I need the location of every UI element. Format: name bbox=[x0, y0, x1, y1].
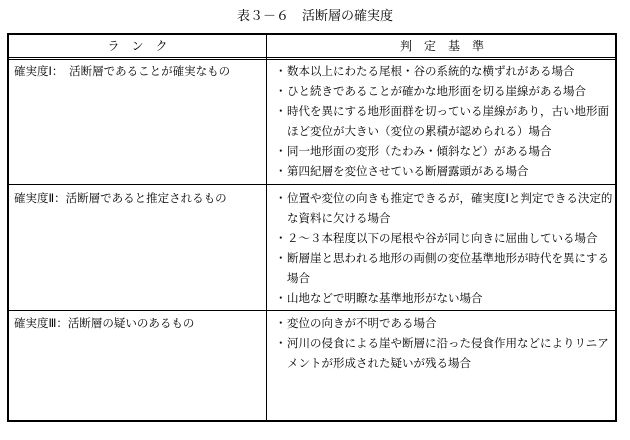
bullet: ・ bbox=[275, 291, 287, 305]
criteria-text: 第四紀層を変位させている断層露頭がある場合 bbox=[287, 164, 529, 178]
header-rank: ラ ン ク bbox=[107, 39, 168, 53]
criteria-item bbox=[275, 228, 613, 248]
row-divider-2 bbox=[9, 310, 615, 311]
bullet: ・ bbox=[275, 104, 287, 118]
row-divider-1 bbox=[9, 184, 615, 185]
bullet: ・ bbox=[275, 231, 287, 245]
criteria-item bbox=[275, 333, 613, 373]
bullet: ・ bbox=[275, 336, 287, 350]
criteria-item bbox=[275, 248, 613, 288]
header-divider bbox=[9, 57, 615, 60]
table-caption: 表３－６ 活断層の確実度 bbox=[236, 9, 393, 24]
criteria-text: 断層崖と思われる地形の両側の変位基準地形が時代を異にする場合 bbox=[287, 251, 609, 285]
bullet: ・ bbox=[275, 164, 287, 178]
criteria-item bbox=[275, 161, 613, 181]
criteria-item bbox=[275, 288, 613, 308]
criteria-text: 河川の侵食による崖や断層に沿った侵食作用などによりリニアメントが形成された疑いが残る場合 bbox=[287, 336, 609, 370]
criteria-item bbox=[275, 61, 613, 81]
bullet: ・ bbox=[275, 191, 287, 205]
bullet: ・ bbox=[275, 64, 287, 78]
bullet: ・ bbox=[275, 251, 287, 265]
criteria-item bbox=[275, 313, 613, 333]
criteria-item bbox=[275, 101, 613, 141]
criteria-text: 時代を異にする地形面群を切っている崖線があり，古い地形面ほど変位が大きい（変位の累積が認められる）場合 bbox=[287, 104, 609, 138]
bullet: ・ bbox=[275, 84, 287, 98]
rank-cell-2: 確実度Ⅱ：活断層であると推定されるもの bbox=[14, 191, 227, 205]
certainty-table bbox=[7, 33, 617, 422]
criteria-item bbox=[275, 141, 613, 161]
criteria-text: ひと続きであることが確かな地形面を切る崖線がある場合 bbox=[287, 84, 586, 98]
criteria-text: 数本以上にわたる尾根・谷の系統的な横ずれがある場合 bbox=[287, 64, 575, 78]
rank-cell-1: 確実度Ⅰ： 活断層であることが確実なもの bbox=[14, 64, 231, 78]
criteria-item bbox=[275, 81, 613, 101]
criteria-text: 位置や変位の向きも推定できるが，確実度Ⅰと判定できる決定的な資料に欠ける場合 bbox=[287, 191, 613, 225]
criteria-cell-2 bbox=[267, 188, 617, 308]
criteria-cell-3 bbox=[267, 313, 617, 373]
bullet: ・ bbox=[275, 144, 287, 158]
criteria-text: 同一地形面の変形（たわみ・傾斜など）がある場合 bbox=[287, 144, 552, 158]
criteria-cell-1 bbox=[267, 61, 617, 181]
criteria-text: 変位の向きが不明である場合 bbox=[287, 316, 437, 330]
header-criteria: 判 定 基 準 bbox=[399, 39, 484, 53]
criteria-item bbox=[275, 188, 613, 228]
criteria-text: ２～３本程度以下の尾根や谷が同じ向きに屈曲している場合 bbox=[287, 231, 598, 245]
criteria-text: 山地などで明瞭な基準地形がない場合 bbox=[287, 291, 483, 305]
rank-cell-3: 確実度Ⅲ：活断層の疑いのあるもの bbox=[14, 316, 195, 330]
bullet: ・ bbox=[275, 316, 287, 330]
